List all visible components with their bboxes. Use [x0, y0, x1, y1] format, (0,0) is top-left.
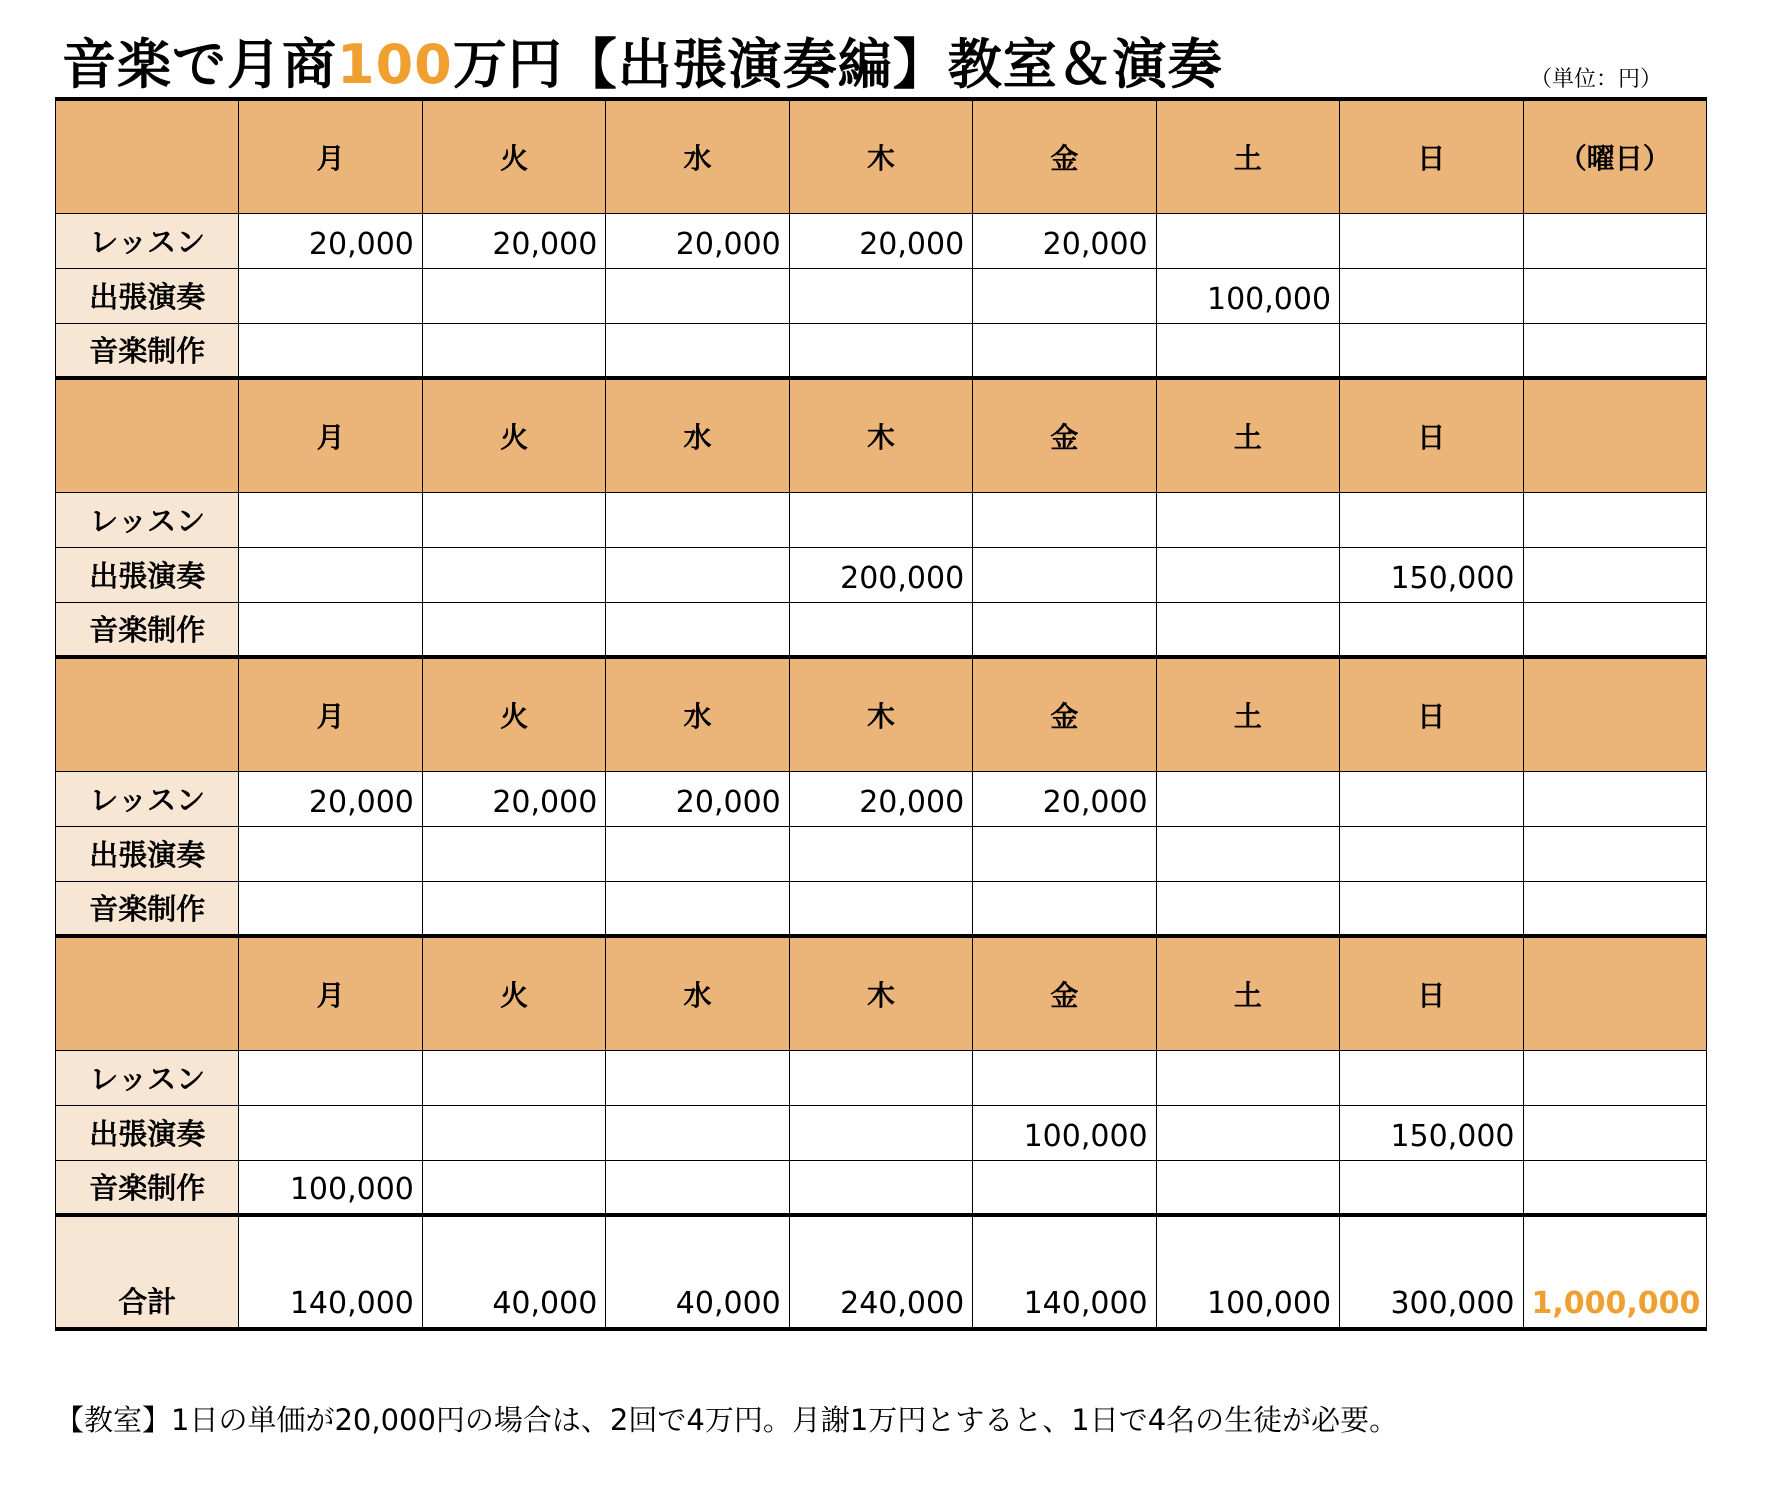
title-part1: 音楽で月商	[62, 33, 337, 96]
table-row	[56, 602, 1707, 657]
amount-cell	[239, 1050, 422, 1105]
amount-cell	[1523, 268, 1707, 323]
day-header-cell: 土	[1156, 99, 1339, 213]
amount-cell: 100,000	[1156, 268, 1339, 323]
amount-cell: 100,000	[239, 1160, 422, 1215]
amount-cell	[789, 1050, 972, 1105]
amount-cell: 200,000	[789, 547, 972, 602]
amount-cell	[606, 268, 789, 323]
amount-cell	[239, 323, 422, 378]
row-label-cell: 出張演奏	[56, 1105, 239, 1160]
amount-cell	[1523, 826, 1707, 881]
table-row	[56, 547, 1707, 602]
day-header-cell: 月	[239, 99, 422, 213]
table-row	[56, 492, 1707, 547]
amount-cell	[1340, 771, 1523, 826]
amount-cell	[239, 492, 422, 547]
amount-cell: 20,000	[973, 771, 1156, 826]
title-part2: 万円【出張演奏編】教室＆演奏	[452, 33, 1223, 96]
day-header-cell: 水	[606, 657, 789, 771]
amount-cell	[422, 1050, 605, 1105]
amount-cell	[606, 826, 789, 881]
unit-label: （単位：円）	[1530, 67, 1663, 92]
total-amount-cell: 140,000	[973, 1215, 1156, 1329]
amount-cell	[1156, 1105, 1339, 1160]
table-row	[56, 268, 1707, 323]
amount-cell	[606, 1050, 789, 1105]
row-label-cell: 音楽制作	[56, 602, 239, 657]
day-header-cell: 月	[239, 936, 422, 1050]
weekday-header-cell	[1523, 378, 1707, 492]
day-header-cell: 月	[239, 378, 422, 492]
amount-cell	[1156, 492, 1339, 547]
amount-cell	[606, 881, 789, 936]
day-header-cell: 水	[606, 936, 789, 1050]
table-row	[56, 213, 1707, 268]
row-label-cell: 音楽制作	[56, 323, 239, 378]
amount-cell	[1523, 1050, 1707, 1105]
amount-cell	[1340, 323, 1523, 378]
amount-cell	[1156, 323, 1339, 378]
day-header-cell: 土	[1156, 936, 1339, 1050]
day-header-cell: 日	[1340, 657, 1523, 771]
amount-cell: 20,000	[239, 213, 422, 268]
row-label-cell: レッスン	[56, 492, 239, 547]
day-header-cell: 火	[422, 657, 605, 771]
amount-cell	[606, 1105, 789, 1160]
amount-cell	[422, 602, 605, 657]
header-corner-cell	[56, 936, 239, 1050]
day-header-cell: 火	[422, 936, 605, 1050]
amount-cell: 20,000	[973, 213, 1156, 268]
amount-cell	[789, 492, 972, 547]
week-header-row	[56, 378, 1707, 492]
day-header-cell: 木	[789, 99, 972, 213]
amount-cell	[973, 492, 1156, 547]
amount-cell	[1156, 1160, 1339, 1215]
amount-cell: 150,000	[1340, 547, 1523, 602]
row-label-cell: レッスン	[56, 213, 239, 268]
amount-cell	[1156, 602, 1339, 657]
day-header-cell: 火	[422, 378, 605, 492]
amount-cell: 20,000	[606, 771, 789, 826]
amount-cell	[1523, 323, 1707, 378]
amount-cell	[1340, 1160, 1523, 1215]
amount-cell: 20,000	[789, 771, 972, 826]
table-row	[56, 1105, 1707, 1160]
day-header-cell: 木	[789, 378, 972, 492]
amount-cell	[1523, 213, 1707, 268]
amount-cell	[1156, 213, 1339, 268]
amount-cell	[422, 547, 605, 602]
amount-cell: 20,000	[789, 213, 972, 268]
day-header-cell: 日	[1340, 936, 1523, 1050]
amount-cell	[422, 826, 605, 881]
amount-cell	[789, 602, 972, 657]
amount-cell	[1340, 492, 1523, 547]
amount-cell	[422, 1105, 605, 1160]
amount-cell	[973, 323, 1156, 378]
header-corner-cell	[56, 99, 239, 213]
amount-cell	[1523, 1105, 1707, 1160]
row-label-cell: 音楽制作	[56, 1160, 239, 1215]
amount-cell	[1340, 826, 1523, 881]
row-label-cell: 出張演奏	[56, 268, 239, 323]
day-header-cell: 金	[973, 378, 1156, 492]
day-header-cell: 金	[973, 936, 1156, 1050]
amount-cell	[422, 268, 605, 323]
row-label-cell: レッスン	[56, 771, 239, 826]
amount-cell	[239, 547, 422, 602]
revenue-table	[55, 97, 1707, 1331]
amount-cell: 20,000	[606, 213, 789, 268]
table-row	[56, 323, 1707, 378]
header-corner-cell	[56, 657, 239, 771]
amount-cell	[239, 268, 422, 323]
weekday-header-cell: （曜日）	[1523, 99, 1707, 213]
day-header-cell: 月	[239, 657, 422, 771]
week-header-row	[56, 936, 1707, 1050]
amount-cell	[789, 268, 972, 323]
amount-cell	[973, 1160, 1156, 1215]
total-label-cell: 合計	[56, 1215, 239, 1329]
amount-cell	[422, 323, 605, 378]
day-header-cell: 土	[1156, 657, 1339, 771]
amount-cell	[1523, 602, 1707, 657]
page-title	[62, 22, 1223, 99]
amount-cell	[973, 602, 1156, 657]
day-header-cell: 金	[973, 657, 1156, 771]
amount-cell	[606, 602, 789, 657]
total-amount-cell: 140,000	[239, 1215, 422, 1329]
amount-cell: 100,000	[973, 1105, 1156, 1160]
day-header-cell: 水	[606, 378, 789, 492]
title-highlight: 100	[337, 33, 453, 96]
amount-cell	[1340, 881, 1523, 936]
day-header-cell: 木	[789, 657, 972, 771]
amount-cell	[239, 826, 422, 881]
amount-cell: 20,000	[422, 213, 605, 268]
amount-cell	[1156, 826, 1339, 881]
table-row	[56, 1050, 1707, 1105]
amount-cell	[1340, 213, 1523, 268]
total-amount-cell: 40,000	[422, 1215, 605, 1329]
day-header-cell: 金	[973, 99, 1156, 213]
week-header-row	[56, 99, 1707, 213]
amount-cell	[422, 1160, 605, 1215]
amount-cell	[1340, 268, 1523, 323]
table-row	[56, 881, 1707, 936]
amount-cell	[1156, 547, 1339, 602]
amount-cell	[606, 492, 789, 547]
amount-cell	[789, 881, 972, 936]
amount-cell	[422, 492, 605, 547]
day-header-cell: 木	[789, 936, 972, 1050]
amount-cell	[973, 826, 1156, 881]
amount-cell	[973, 547, 1156, 602]
amount-cell	[239, 881, 422, 936]
grand-total-cell: 1,000,000	[1523, 1215, 1707, 1329]
amount-cell	[973, 881, 1156, 936]
amount-cell	[1156, 1050, 1339, 1105]
weekday-header-cell	[1523, 936, 1707, 1050]
total-amount-cell: 240,000	[789, 1215, 972, 1329]
amount-cell	[239, 1105, 422, 1160]
row-label-cell: 出張演奏	[56, 547, 239, 602]
amount-cell	[789, 826, 972, 881]
amount-cell	[789, 1160, 972, 1215]
table-row	[56, 771, 1707, 826]
week-header-row	[56, 657, 1707, 771]
amount-cell: 150,000	[1340, 1105, 1523, 1160]
amount-cell	[422, 881, 605, 936]
amount-cell	[789, 1105, 972, 1160]
day-header-cell: 土	[1156, 378, 1339, 492]
day-header-cell: 日	[1340, 99, 1523, 213]
amount-cell	[1340, 1050, 1523, 1105]
day-header-cell: 日	[1340, 378, 1523, 492]
amount-cell: 20,000	[422, 771, 605, 826]
row-label-cell: 出張演奏	[56, 826, 239, 881]
amount-cell	[973, 268, 1156, 323]
row-label-cell: 音楽制作	[56, 881, 239, 936]
total-row	[56, 1215, 1707, 1329]
amount-cell	[1156, 771, 1339, 826]
amount-cell	[1156, 881, 1339, 936]
row-label-cell: レッスン	[56, 1050, 239, 1105]
table-row	[56, 826, 1707, 881]
day-header-cell: 火	[422, 99, 605, 213]
amount-cell	[606, 1160, 789, 1215]
amount-cell	[239, 602, 422, 657]
footnote: 【教室】1日の単価が20,000円の場合は、2回で4万円。月謝1万円とすると、1日で4名の生徒が必要。	[55, 1403, 1399, 1437]
total-amount-cell: 100,000	[1156, 1215, 1339, 1329]
amount-cell	[1523, 771, 1707, 826]
amount-cell	[1523, 492, 1707, 547]
amount-cell	[973, 1050, 1156, 1105]
amount-cell	[1523, 547, 1707, 602]
amount-cell	[606, 547, 789, 602]
amount-cell	[1340, 602, 1523, 657]
amount-cell	[1523, 1160, 1707, 1215]
amount-cell	[1523, 881, 1707, 936]
total-amount-cell: 300,000	[1340, 1215, 1523, 1329]
weekday-header-cell	[1523, 657, 1707, 771]
total-amount-cell: 40,000	[606, 1215, 789, 1329]
table-row	[56, 1160, 1707, 1215]
amount-cell: 20,000	[239, 771, 422, 826]
header-corner-cell	[56, 378, 239, 492]
day-header-cell: 水	[606, 99, 789, 213]
amount-cell	[789, 323, 972, 378]
amount-cell	[606, 323, 789, 378]
